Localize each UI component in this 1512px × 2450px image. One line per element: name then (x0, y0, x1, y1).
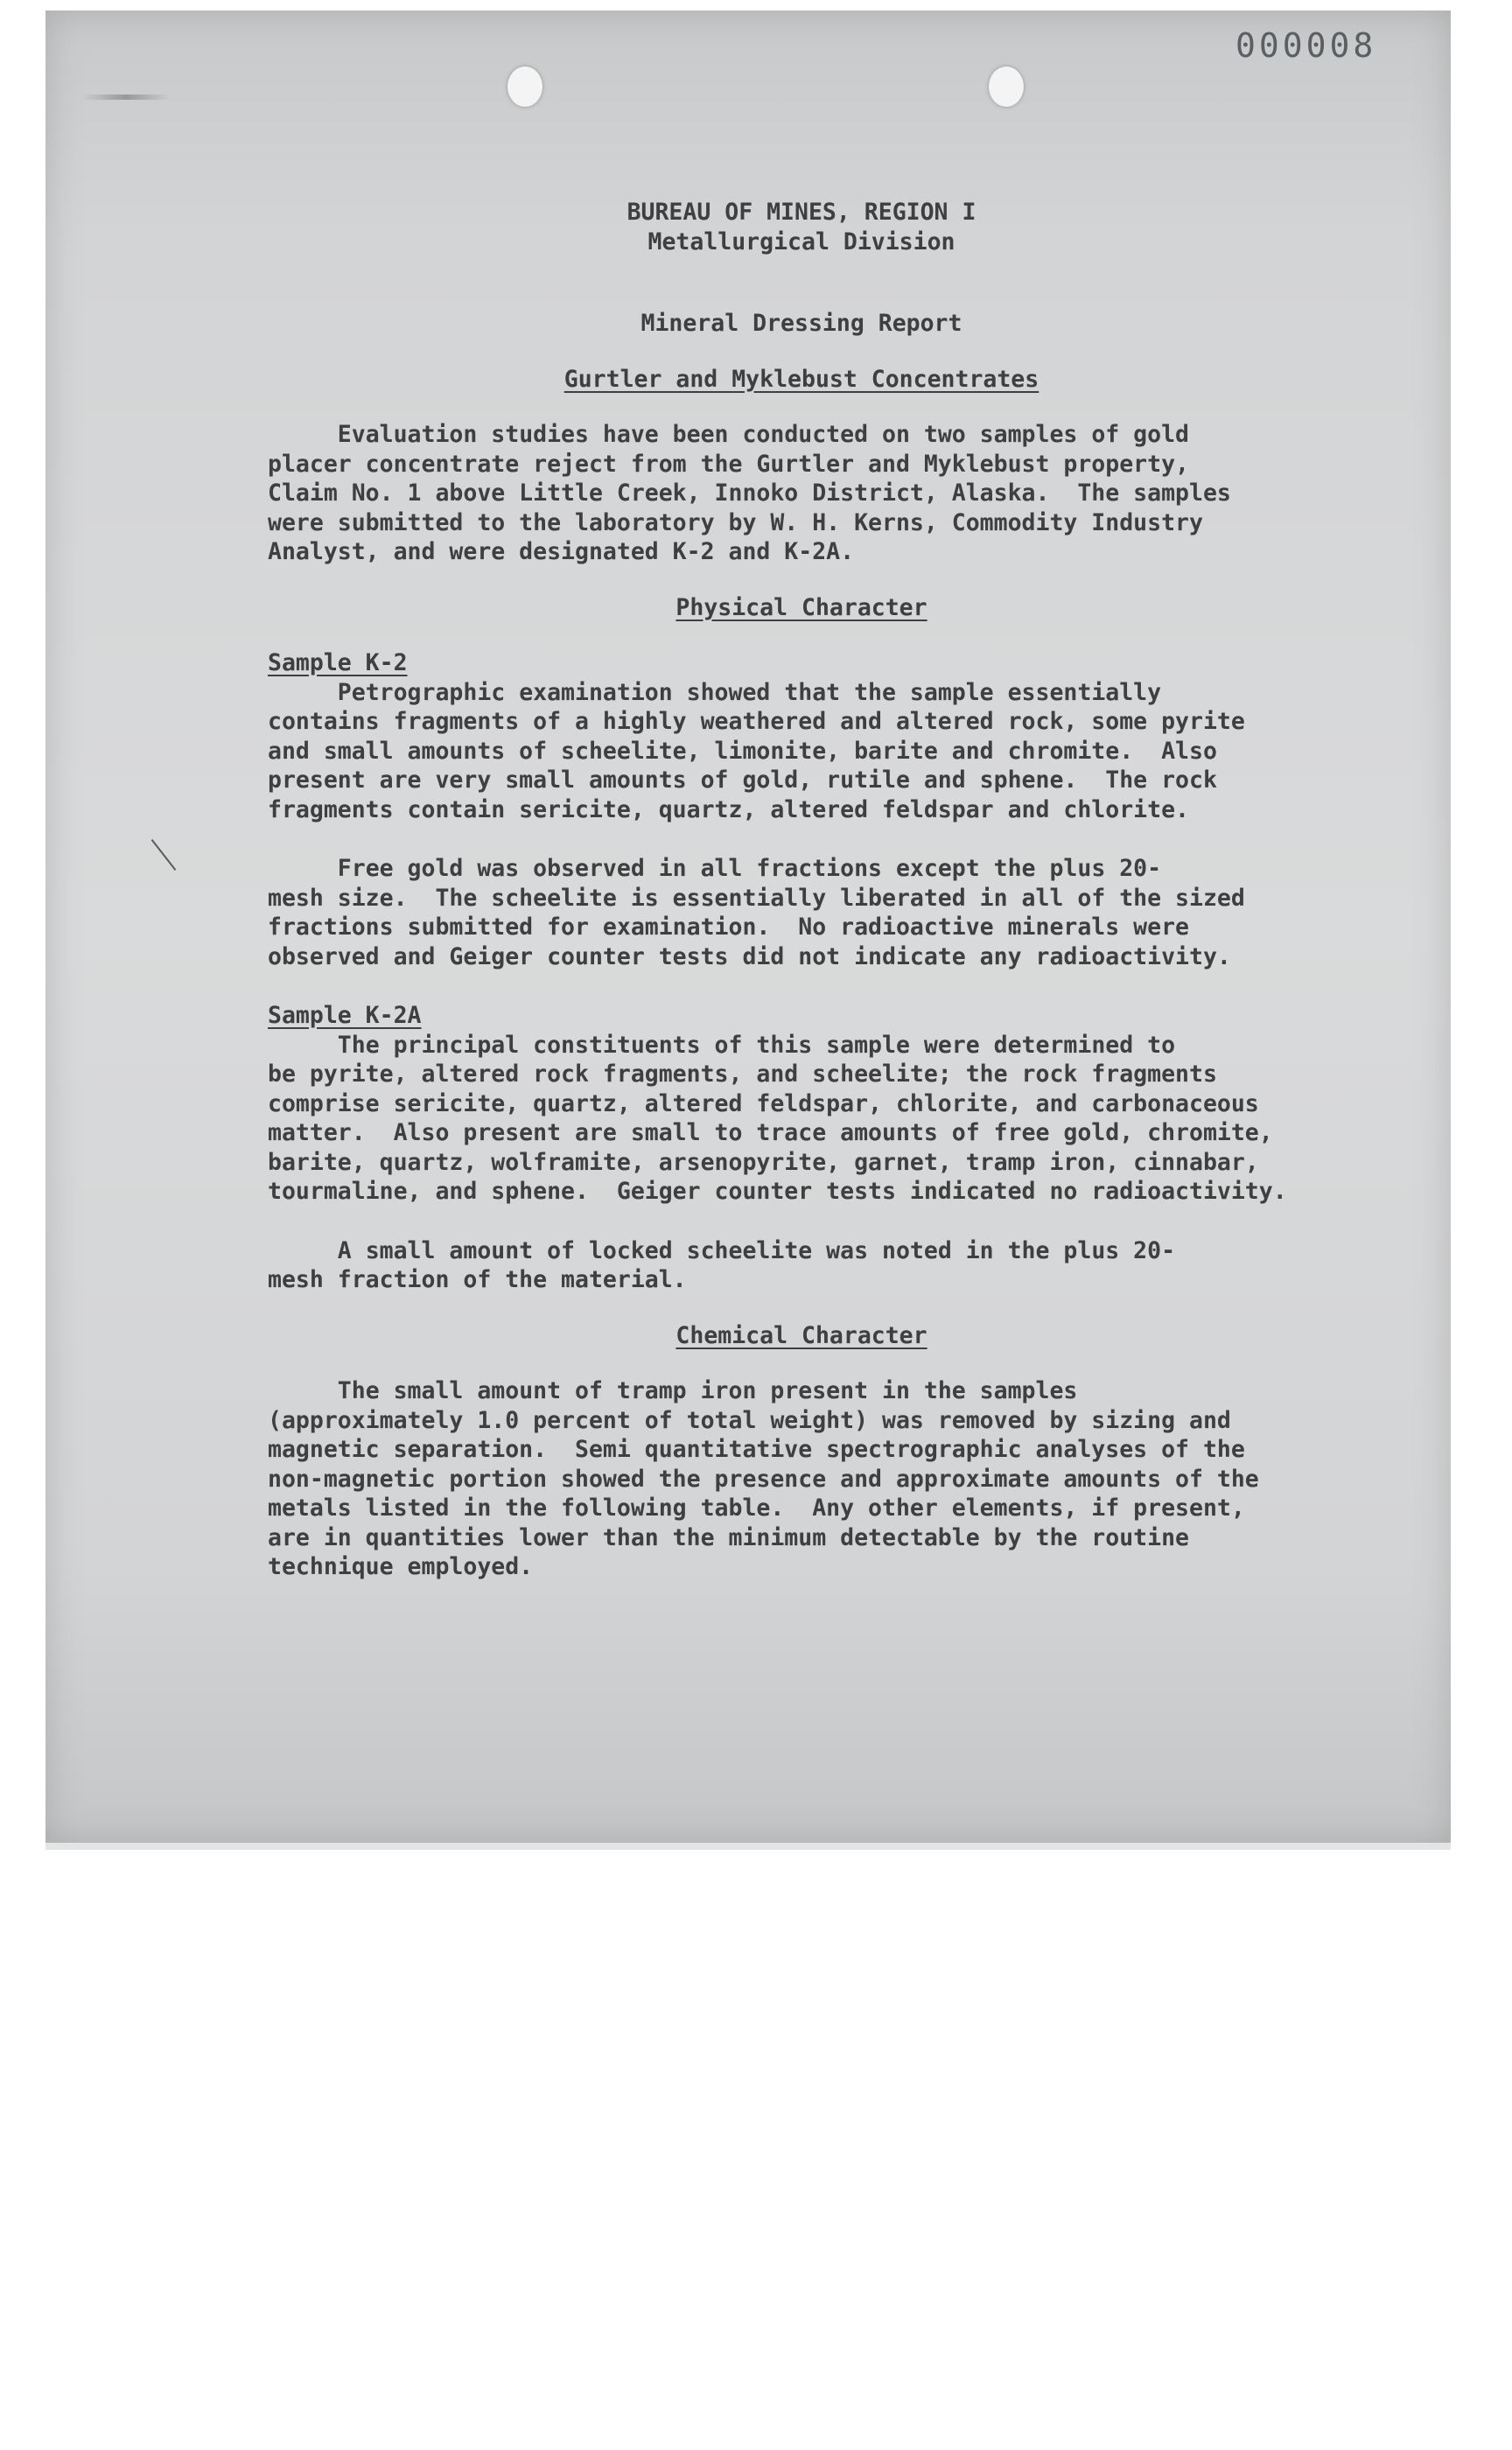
paragraph-line: magnetic separation. Semi quantitative spectrographic analyses of the (268, 1436, 1245, 1463)
page-number-stamp: 000008 (1236, 26, 1377, 65)
paragraph-line: (approximately 1.0 percent of total weight) was removed by sizing and (268, 1406, 1231, 1434)
sample-k2a-paragraph-1 (268, 1031, 1335, 1207)
page-bottom-edge (46, 1843, 1451, 1850)
chemical-paragraph (268, 1376, 1335, 1582)
margin-smudge (82, 94, 170, 100)
paragraph-line: fractions submitted for examination. No radioactive minerals were (268, 914, 1189, 941)
paragraph-line: contains fragments of a highly weathered and altered rock, some pyrite (268, 708, 1245, 735)
paragraph-line: technique employed. (268, 1553, 534, 1580)
paragraph-line: matter. Also present are small to trace amounts of free gold, chromite, (268, 1119, 1273, 1146)
paragraph-line: were submitted to the laboratory by W. H. Kerns, Commodity Industry (268, 508, 1203, 536)
punch-hole (989, 66, 1024, 107)
sample-k2-paragraph-1 (268, 678, 1335, 825)
agency-line: BUREAU OF MINES, REGION I (626, 199, 976, 226)
paragraph-line: A small amount of locked scheelite was noted in the plus 20- (268, 1236, 1176, 1264)
paragraph-line: non-magnetic portion showed the presence and approximate amounts of the (268, 1465, 1259, 1493)
paragraph-line: Claim No. 1 above Little Creek, Innoko District, Alaska. The samples (268, 480, 1231, 507)
paragraph-line: present are very small amounts of gold, rutile and sphene. The rock (268, 766, 1217, 794)
sample-k2a-label: Sample K-2A (268, 1002, 422, 1029)
paragraph-line: observed and Geiger counter tests did not indicate any radioactivity. (268, 942, 1231, 970)
paragraph-line: The small amount of tramp iron present in the samples (268, 1377, 1078, 1404)
paragraph-line: Free gold was observed in all fractions except the plus 20- (268, 855, 1162, 882)
paragraph-line: and small amounts of scheelite, limonite, barite and chromite. Also (268, 737, 1217, 765)
paragraph-line: mesh size. The scheelite is essentially liberated in all of the sized (268, 884, 1245, 912)
report-title: Gurtler and Myklebust Concentrates (564, 365, 1040, 393)
punch-hole (508, 66, 542, 107)
physical-character-heading: Physical Character (676, 593, 928, 621)
paragraph-line: Petrographic examination showed that the sample essentially (268, 678, 1162, 706)
paragraph-line: The principal constituents of this sample were determined to (268, 1031, 1176, 1059)
chemical-character-heading: Chemical Character (676, 1321, 928, 1349)
paragraph-line: Evaluation studies have been conducted on two samples of gold (268, 421, 1189, 448)
sample-k2-paragraph-2 (268, 854, 1335, 971)
paragraph-line: Analyst, and were designated K-2 and K-2A. (268, 538, 855, 565)
paragraph-line: be pyrite, altered rock fragments, and scheelite; the rock fragments (268, 1060, 1217, 1088)
paragraph-line: mesh fraction of the material. (268, 1266, 687, 1293)
paragraph-line: metals listed in the following table. Any other elements, if present, (268, 1494, 1245, 1522)
paragraph-line: comprise sericite, quartz, altered feldspar, chlorite, and carbonaceous (268, 1089, 1259, 1117)
paragraph-line: tourmaline, and sphene. Geiger counter tests indicated no radioactivity. (268, 1178, 1287, 1205)
sample-k2-label: Sample K-2 (268, 649, 408, 676)
paragraph-line: placer concentrate reject from the Gurtler and Myklebust property, (268, 450, 1189, 478)
division-line: Metallurgical Division (648, 228, 956, 256)
intro-paragraph (268, 420, 1335, 567)
paragraph-line: are in quantities lower than the minimum detectable by the routine (268, 1523, 1189, 1551)
report-body (268, 198, 1335, 1582)
paragraph-line: fragments contain sericite, quartz, altered feldspar and chlorite. (268, 795, 1189, 823)
report-type: Mineral Dressing Report (640, 310, 962, 337)
paragraph-line: barite, quartz, wolframite, arsenopyrite, garnet, tramp iron, cinnabar, (268, 1148, 1259, 1176)
sample-k2a-paragraph-2 (268, 1236, 1335, 1295)
